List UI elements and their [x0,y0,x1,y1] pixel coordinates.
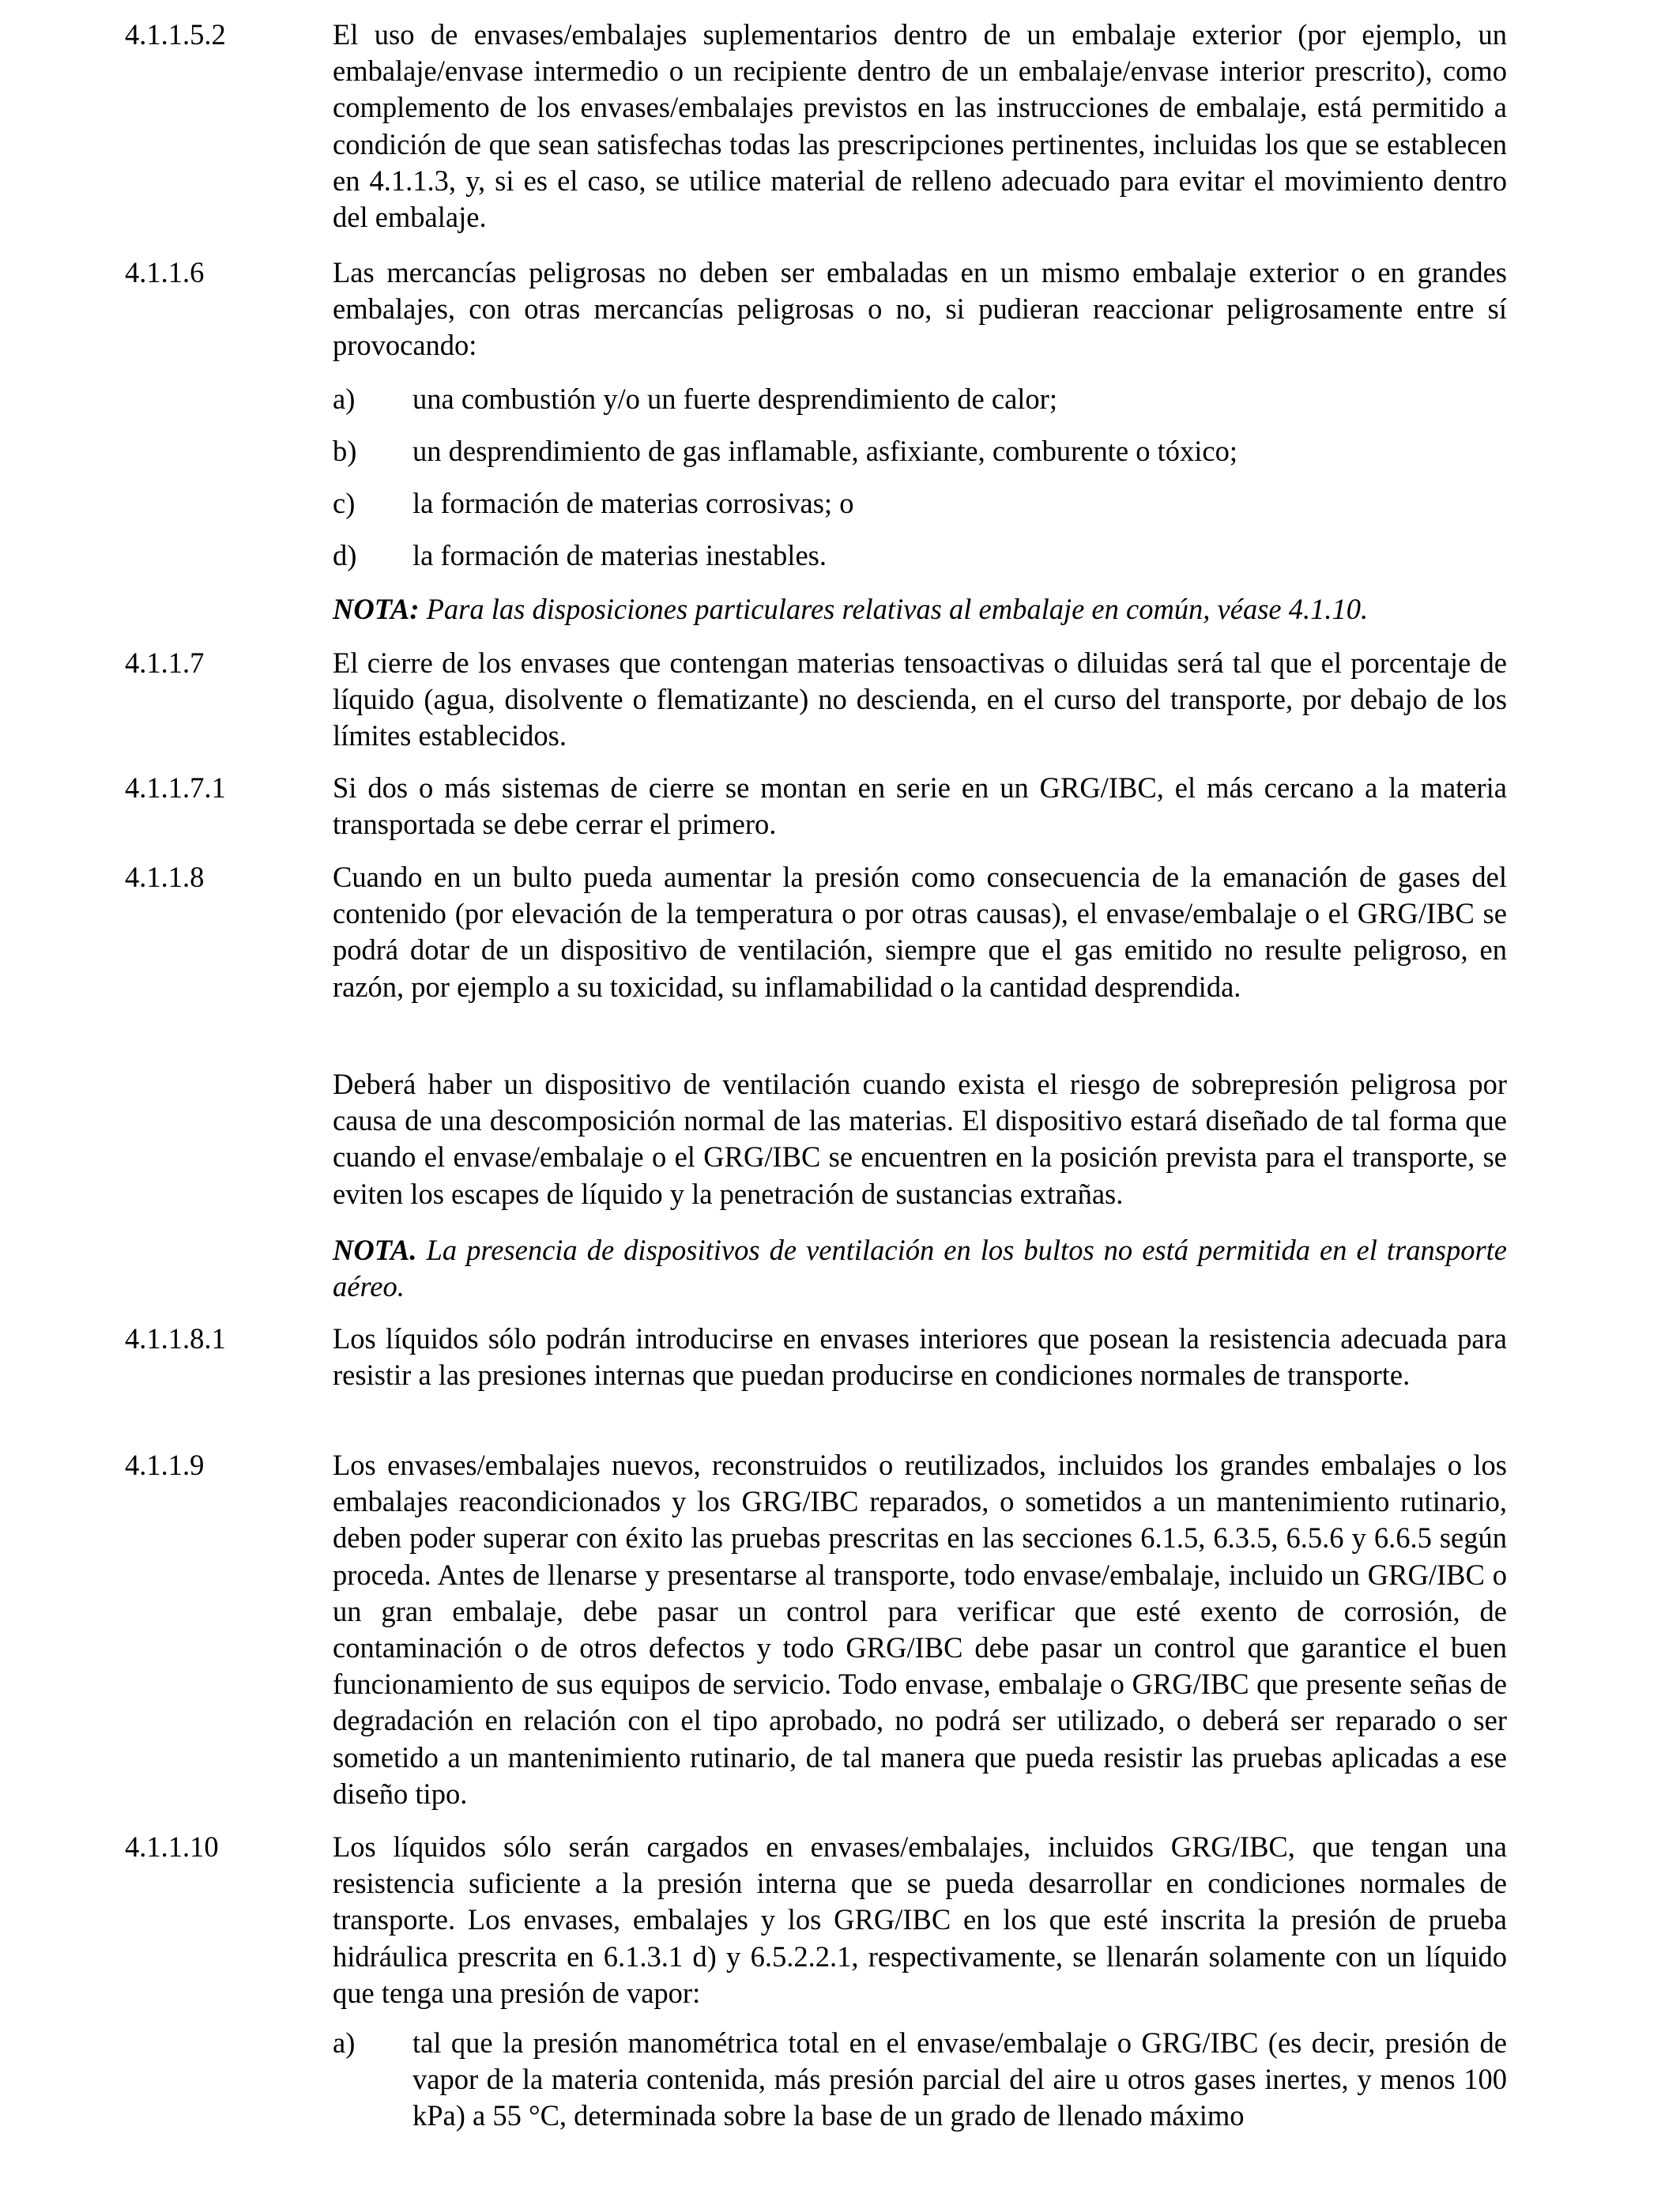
section-number: 4.1.1.7 [125,647,205,679]
section-number: 4.1.1.8 [125,861,205,893]
note-text: La presencia de dispositivos de ventilación en los bultos no está permitida en el transporte aéreo. [333,1234,1507,1303]
note-label: NOTA. [333,1234,417,1266]
section-number: 4.1.1.8.1 [125,1322,226,1355]
note [333,591,1507,628]
section-text: Si dos o más sistemas de cierre se montan en serie en un GRG/IBC, el más cercano a la materia transportada se debe cerrar el primero. [333,771,1507,841]
section-number: 4.1.1.10 [125,1830,219,1863]
list-item-label: c) [333,487,356,519]
list-item-label: d) [333,539,357,571]
section-text: Los envases/embalajes nuevos, reconstruidos o reutilizados, incluidos los grandes embalajes o los embalajes reacondicionados y los GRG/IBC reparados, o sometidos a un mantenimiento rutinario, deben poder superar con éxito las pruebas prescritas en las secciones 6.1.5, 6.3.5, 6.5.6 y 6.6.5 según proceda. Antes de llenarse y presentarse al transporte, todo envase/embalaje, incluido un GRG/IBC o un gran embalaje, debe pasar un control para verificar que esté exento de corrosión, de contaminación o de otros defectos y todo GRG/IBC debe pasar un control que garantice el buen funcionamiento de sus equipos de servicio. Todo envase, embalaje o GRG/IBC que presente señas de degradación en relación con el tipo aprobado, no podrá ser utilizado, o deberá ser reparado o ser sometido a un mantenimiento rutinario, de tal manera que pueda resistir las pruebas aplicadas a ese diseño tipo. [333,1449,1507,1810]
section-text: El cierre de los envases que contengan materias tensoactivas o diluidas será tal que el porcentaje de líquido (agua, disolvente o flematizante) no descienda, en el curso del transporte, por debajo de los límites establecidos. [333,647,1507,752]
list-item-text: tal que la presión manométrica total en el envase/embalaje o GRG/IBC (es decir, presión de vapor de la materia contenida, más presión parcial del aire u otros gases inertes, y menos 100 kPa) a 55 °C, determinada sobre la base de un grado de llenado máximo [412,2026,1507,2132]
list-item-label: b) [333,435,357,467]
section-text: Los líquidos sólo podrán introducirse en envases interiores que posean la resistencia adecuada para resistir a las presiones internas que puedan producirse en condiciones normales de transporte. [333,1322,1507,1392]
section-text: Las mercancías peligrosas no deben ser embaladas en un mismo embalaje exterior o en grandes embalajes, con otras mercancías peligrosas o no, si pudieran reaccionar peligrosamente entre sí provocando: [333,256,1507,362]
list-item-text: un desprendimiento de gas inflamable, asfixiante, comburente o tóxico; [412,435,1237,467]
section-number: 4.1.1.6 [125,256,205,288]
list-item-label: a) [333,2026,356,2059]
section-number: 4.1.1.9 [125,1449,205,1481]
note-text: Para las disposiciones particulares relativas al embalaje en común, véase 4.1.10. [419,593,1369,625]
list-item-label: a) [333,383,356,415]
list-item-text: la formación de materias corrosivas; o [412,487,854,519]
section-text-2: Deberá haber un dispositivo de ventilación cuando exista el riesgo de sobrepresión peligrosa por causa de una descomposición normal de las materias. El dispositivo estará diseñado de tal forma que cuando el envase/embalaje o el GRG/IBC se encuentren en la posición prevista para el transporte, se eviten los escapes de líquido y la penetración de sustancias extrañas. [333,1068,1507,1210]
section-text: Los líquidos sólo serán cargados en envases/embalajes, incluidos GRG/IBC, que tengan una resistencia suficiente a la presión interna que se pueda desarrollar en condiciones normales de transporte. Los envases, embalajes y los GRG/IBC en los que esté inscrita la presión de prueba hidráulica prescrita en 6.1.3.1 d) y 6.5.2.2.1, respectivamente, se llenarán solamente con un líquido que tenga una presión de vapor: [333,1830,1507,2009]
list-item-text: una combustión y/o un fuerte desprendimiento de calor; [412,383,1057,415]
section-number: 4.1.1.7.1 [125,771,226,804]
section-text: Cuando en un bulto pueda aumentar la presión como consecuencia de la emanación de gases del contenido (por elevación de la temperatura o por otras causas), el envase/embalaje o el GRG/IBC se podrá dotar de un dispositivo de ventilación, siempre que el gas emitido no resulte peligroso, en razón, por ejemplo a su toxicidad, su inflamabilidad o la cantidad desprendida. [333,861,1507,1003]
note [333,1232,1507,1305]
section-number: 4.1.1.5.2 [125,18,226,51]
note-label: NOTA: [333,593,420,625]
list-item-text: la formación de materias inestables. [412,539,827,571]
section-text: El uso de envases/embalajes suplementarios dentro de un embalaje exterior (por ejemplo, un embalaje/envase intermedio o un recipiente dentro de un embalaje/envase interior prescrito), como complemento de los envases/embalajes previstos en las instrucciones de embalaje, está permitido a condición de que sean satisfechas todas las prescripciones pertinentes, incluidas los que se establecen en 4.1.1.3, y, si es el caso, se utilice material de relleno adecuado para evitar el movimiento dentro del embalaje. [333,18,1507,234]
